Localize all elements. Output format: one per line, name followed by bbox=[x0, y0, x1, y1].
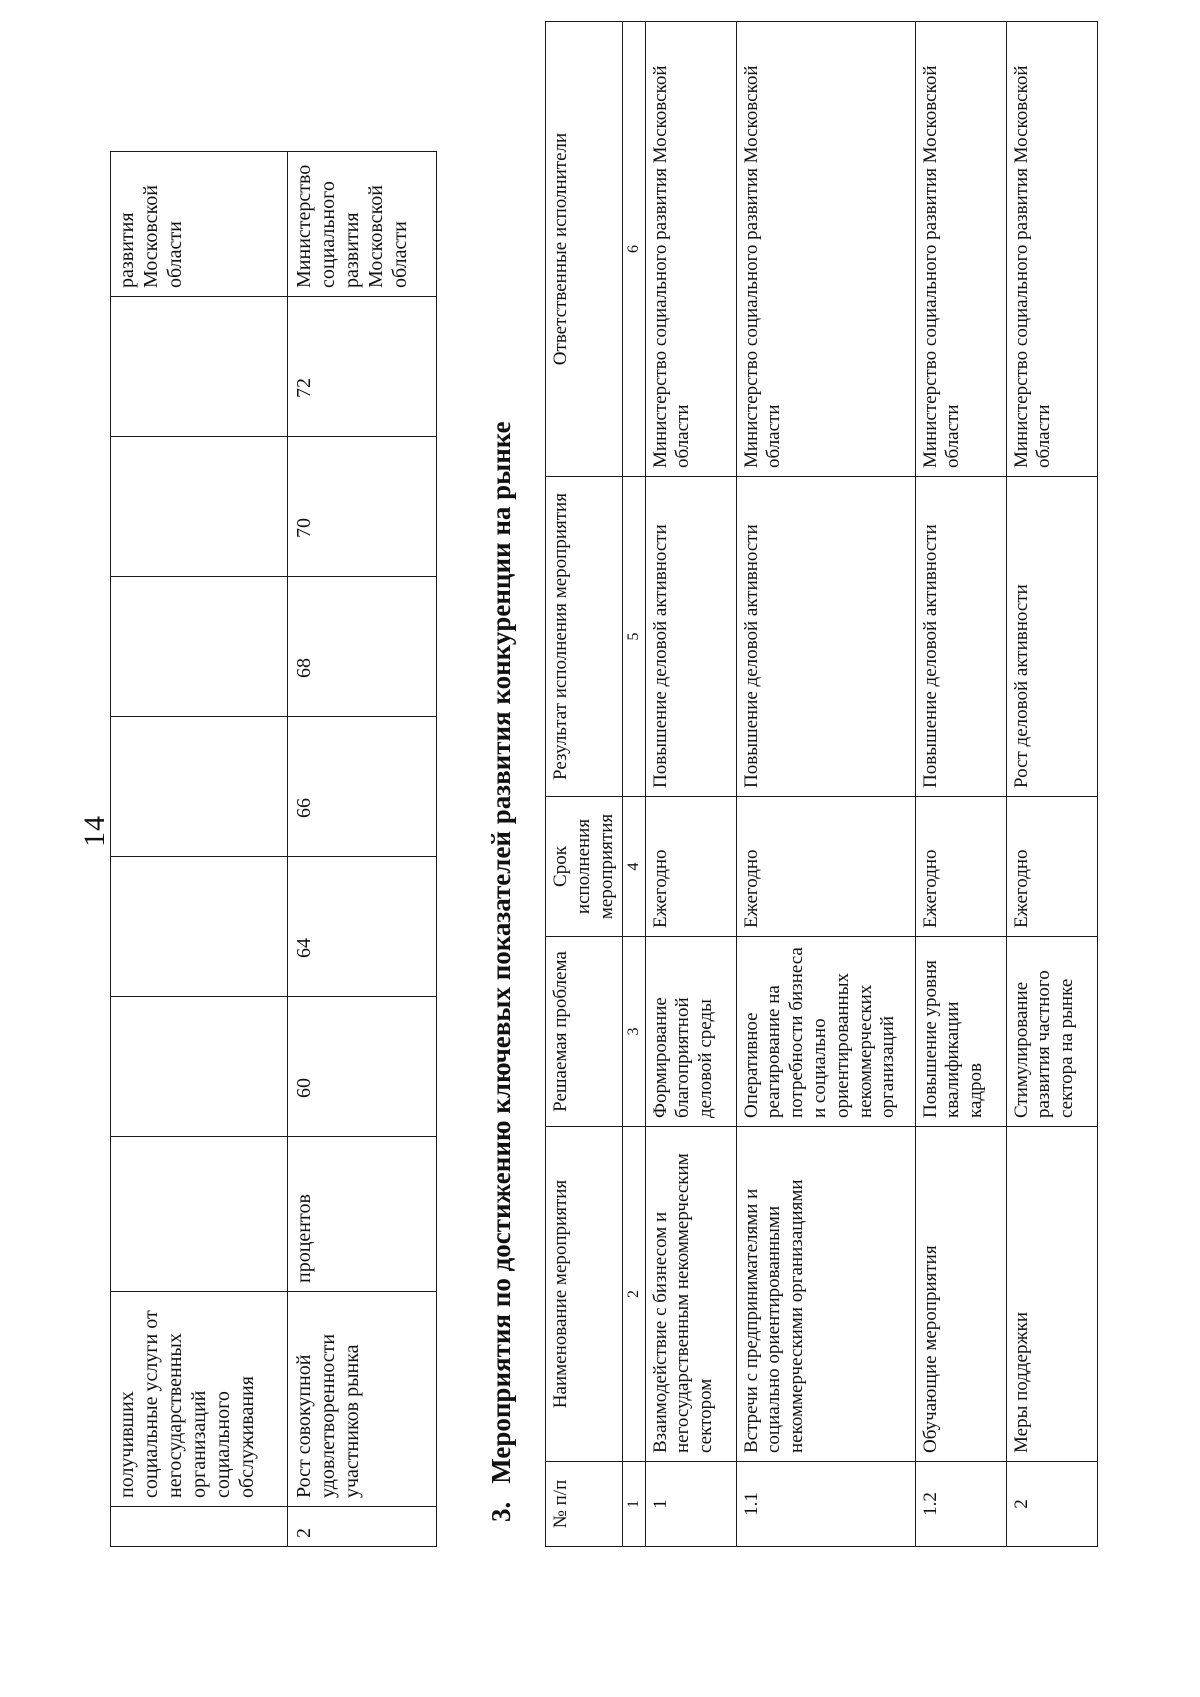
event-term: Ежегодно bbox=[736, 797, 915, 937]
event-name: Меры поддержки bbox=[1006, 1127, 1097, 1462]
responsible-cell: развития Московской области bbox=[111, 152, 288, 297]
event-term: Ежегодно bbox=[645, 797, 736, 937]
event-name: Обучающие мероприятия bbox=[915, 1127, 1006, 1462]
column-header-term: Срок исполнения мероприятия bbox=[546, 797, 623, 937]
column-index-row bbox=[623, 22, 645, 1547]
section-title: Мероприятия по достижению ключевых показателей развития конкуренции на рынке bbox=[486, 421, 516, 1484]
row-number bbox=[111, 1507, 288, 1547]
row-number: 1 bbox=[645, 1462, 736, 1547]
column-header-name: Наименование мероприятия bbox=[546, 1127, 623, 1462]
event-result: Повышение деловой активности bbox=[915, 477, 1006, 797]
event-problem: Оперативное реагирование на потребности бизнеса и социально ориентированных некоммерческих организаций bbox=[736, 937, 915, 1127]
event-responsible: Министерство социального развития Московской области bbox=[645, 22, 736, 477]
column-index: 6 bbox=[623, 22, 645, 477]
row-number: 2 bbox=[1006, 1462, 1097, 1547]
table-row bbox=[645, 22, 736, 1547]
table-row bbox=[915, 22, 1006, 1547]
column-header-problem: Решаемая проблема bbox=[546, 937, 623, 1127]
column-index: 3 bbox=[623, 937, 645, 1127]
value-cell: 68 bbox=[288, 577, 437, 717]
column-header-result: Результат исполнения мероприятия bbox=[546, 477, 623, 797]
column-index: 5 bbox=[623, 477, 645, 797]
indicator-name: получивших социальные услуги от негосударственных организаций социального обслуживания bbox=[111, 1292, 288, 1507]
event-problem: Повышение уровня квалификации кадров bbox=[915, 937, 1006, 1127]
event-term: Ежегодно bbox=[1006, 797, 1097, 937]
row-number: 1.2 bbox=[915, 1462, 1006, 1547]
event-responsible: Министерство социального развития Московской области bbox=[1006, 22, 1097, 477]
events-table bbox=[545, 21, 1098, 1547]
event-result: Повышение деловой активности bbox=[645, 477, 736, 797]
event-name: Взаимодействие с бизнесом и негосударственным некоммерческим сектором bbox=[645, 1127, 736, 1462]
table-header-row bbox=[546, 22, 623, 1547]
event-problem: Формирование благоприятной деловой среды bbox=[645, 937, 736, 1127]
section-heading bbox=[486, 162, 517, 1522]
value-cell bbox=[111, 857, 288, 997]
event-name: Встречи с предпринимателями и социально ориентированными некоммерческими организациями bbox=[736, 1127, 915, 1462]
indicator-name: Рост совокупной удовлетворенности участников рынка bbox=[288, 1292, 437, 1507]
value-cell: 70 bbox=[288, 437, 437, 577]
table-row bbox=[288, 152, 437, 1547]
value-cell: 66 bbox=[288, 717, 437, 857]
column-header-number: № п/п bbox=[546, 1462, 623, 1547]
event-result: Рост деловой активности bbox=[1006, 477, 1097, 797]
value-cell: 64 bbox=[288, 857, 437, 997]
value-cell bbox=[111, 717, 288, 857]
event-result: Повышение деловой активности bbox=[736, 477, 915, 797]
value-cell bbox=[111, 997, 288, 1137]
responsible-cell: Министерство социального развития Московской области bbox=[288, 152, 437, 297]
row-number: 2 bbox=[288, 1507, 437, 1547]
event-responsible: Министерство социального развития Московской области bbox=[736, 22, 915, 477]
event-problem: Стимулирование развития частного сектора на рынке bbox=[1006, 937, 1097, 1127]
event-term: Ежегодно bbox=[915, 797, 1006, 937]
column-index: 4 bbox=[623, 797, 645, 937]
table-row bbox=[1006, 22, 1097, 1547]
value-cell bbox=[111, 297, 288, 437]
value-cell: 72 bbox=[288, 297, 437, 437]
unit-cell bbox=[111, 1137, 288, 1292]
column-index: 2 bbox=[623, 1127, 645, 1462]
indicators-table-continuation bbox=[110, 151, 437, 1547]
row-number: 1.1 bbox=[736, 1462, 915, 1547]
column-index: 1 bbox=[623, 1462, 645, 1547]
table-row bbox=[111, 152, 288, 1547]
unit-cell: процентов bbox=[288, 1137, 437, 1292]
value-cell bbox=[111, 577, 288, 717]
column-header-responsible: Ответственные исполнители bbox=[546, 22, 623, 477]
section-number: 3. bbox=[486, 1501, 516, 1522]
table-row bbox=[736, 22, 915, 1547]
value-cell bbox=[111, 437, 288, 577]
page-number: 14 bbox=[78, 815, 111, 847]
event-responsible: Министерство социального развития Московской области bbox=[915, 22, 1006, 477]
value-cell: 60 bbox=[288, 997, 437, 1137]
